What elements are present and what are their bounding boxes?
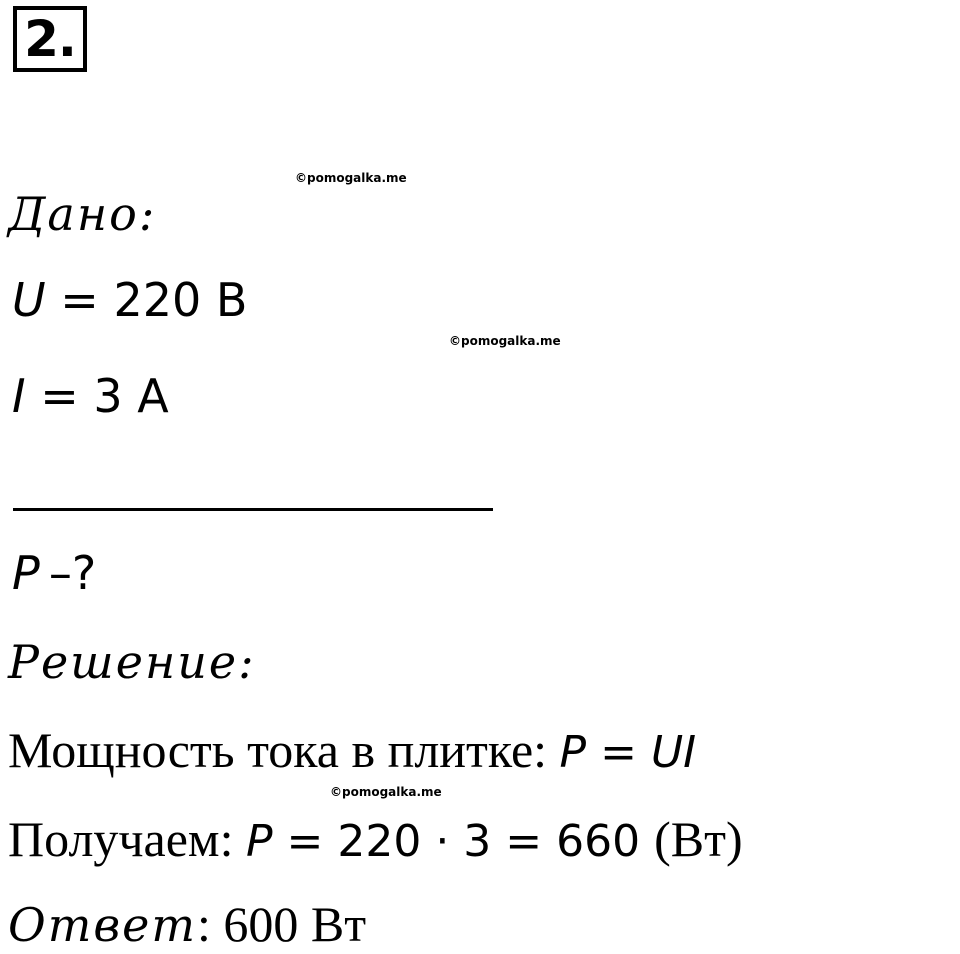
given-heading: Дано: [8, 187, 157, 241]
given-current [12, 368, 169, 424]
solution-line-2-text: Получаем: [8, 811, 246, 867]
current-symbol: I [12, 369, 26, 423]
calc-unit: (Вт) [654, 811, 743, 867]
power-symbol: P [12, 546, 40, 600]
watermark: ©pomogalka.me [449, 334, 561, 348]
calc-power: P [245, 816, 273, 867]
unknown-quantity [12, 545, 96, 601]
formula-power: P [559, 727, 587, 778]
voltage-symbol: U [12, 273, 46, 327]
solution-heading: Решение: [8, 635, 256, 689]
given-divider [13, 508, 493, 511]
unknown-mark: –? [39, 546, 97, 600]
task-number: 2. [13, 6, 87, 72]
answer-line [8, 895, 366, 954]
formula-equals: = [586, 727, 651, 778]
given-voltage [12, 272, 247, 328]
answer-value: : 600 Вт [196, 896, 367, 952]
voltage-value: = 220 В [45, 273, 248, 327]
solution-line-1 [8, 721, 696, 782]
current-value: = 3 А [25, 369, 169, 423]
answer-label: Ответ [8, 898, 197, 952]
solution-line-1-text: Мощность тока в плитке: [8, 722, 560, 778]
formula-ui: UI [650, 727, 697, 778]
solution-line-2 [8, 810, 743, 871]
watermark: ©pomogalka.me [295, 171, 407, 185]
calc-expression: = 220 · 3 = 660 [272, 816, 655, 867]
watermark: ©pomogalka.me [330, 785, 442, 799]
